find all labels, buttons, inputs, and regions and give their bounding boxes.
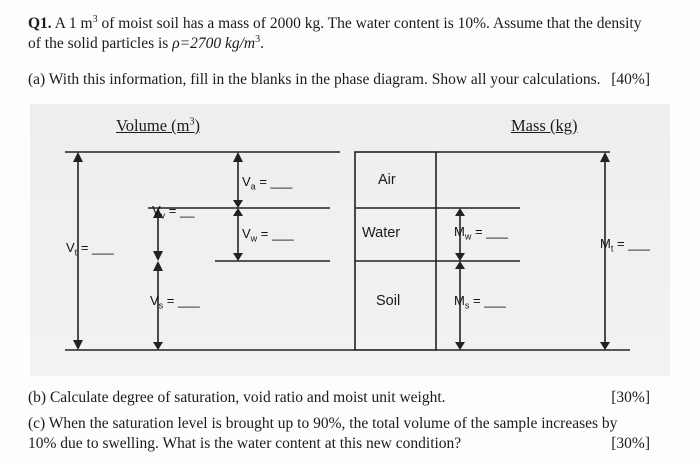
label-mw: $M_w$ = ___ — [454, 224, 508, 242]
label-ms: $M_s$ = ___ — [454, 293, 506, 311]
part-c-marks: [30%] — [611, 435, 650, 452]
volume-axis-title: Volume $(m^3)$ — [116, 116, 200, 135]
label-vt: $V_t$ = ___ — [66, 240, 114, 258]
question-1: Q1. A 1 $m^3$ of moist soil has a mass of 2000 kg. The water content is 10%. Assume that the density of the solid particles is ρ=2700 $kg/m^3$. — [28, 13, 642, 52]
phase-diagram — [30, 104, 670, 376]
question-number: Q1. — [28, 15, 52, 32]
phase-water: Water — [362, 225, 401, 241]
label-vw: $V_w$ = ___ — [242, 226, 294, 244]
part-a-marks: [40%] — [611, 71, 650, 88]
phase-soil: Soil — [376, 293, 401, 309]
label-vs: $V_s$ = ___ — [150, 293, 200, 311]
label-va: $V_a$ = ___ — [242, 174, 293, 192]
part-a: (a) With this information, fill in the blanks in the phase diagram. Show all your calculations. [40%] — [28, 71, 650, 88]
label-mt: $M_t$ = ___ — [600, 236, 650, 254]
part-b-marks: [30%] — [611, 389, 650, 406]
label-vv: $V_v$ = __ — [152, 203, 195, 221]
part-b: (b) Calculate degree of saturation, void ratio and moist unit weight. [30%] — [28, 389, 650, 406]
mass-axis-title: Mass (kg) — [511, 116, 578, 135]
part-c: (c) When the saturation level is brought up to 90%, the total volume of the sample increases by 10% due to swelling. What is the water content at this new condition? [30%] — [28, 415, 650, 452]
phase-diagram-lines — [30, 104, 670, 376]
phase-air: Air — [378, 172, 396, 188]
